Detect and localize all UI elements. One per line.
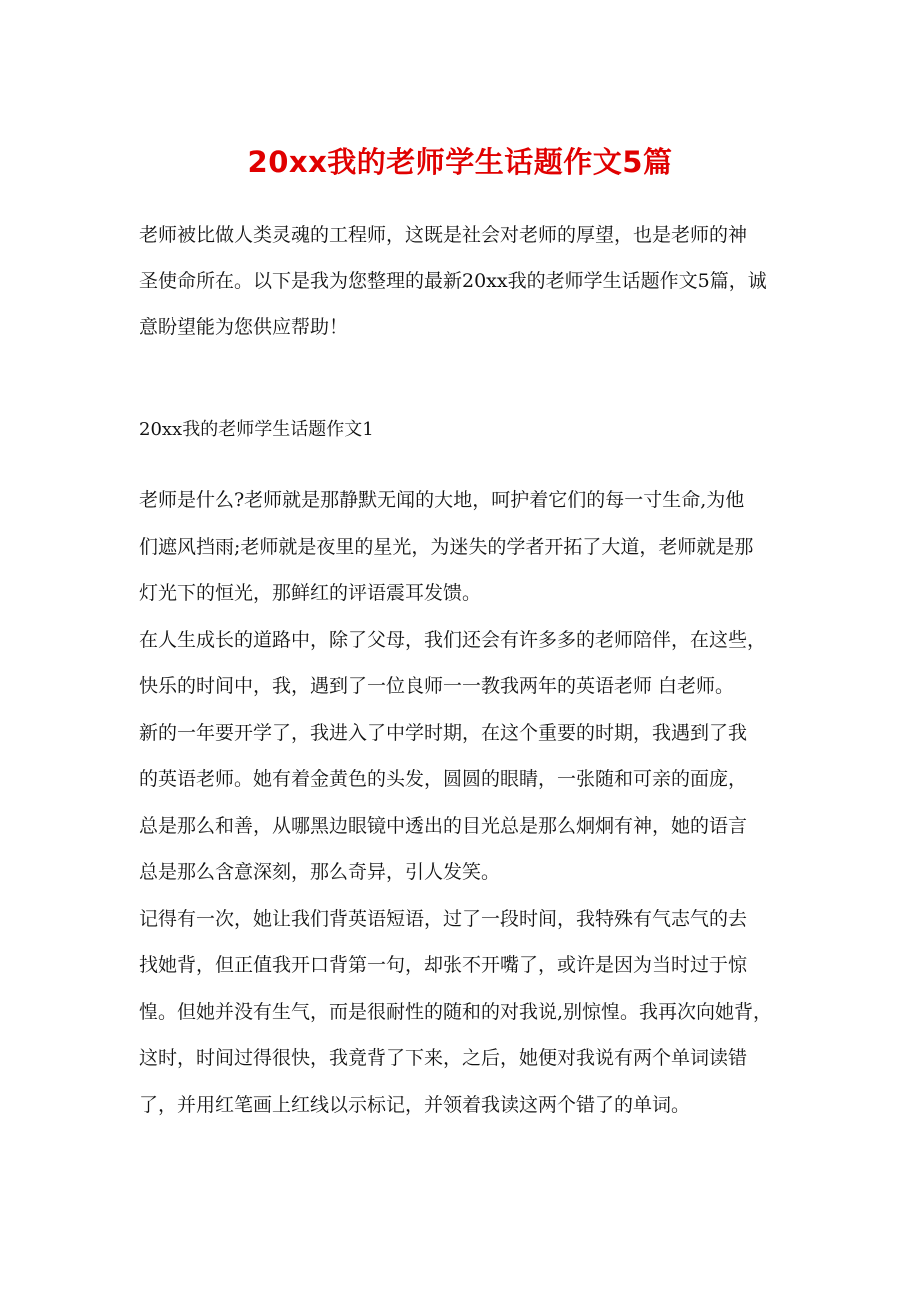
intro-paragraph — [139, 212, 789, 350]
body-line: 老师是什么?老师就是那静默无闻的大地，呵护着它们的每一寸生命,为他 — [139, 489, 745, 511]
body-line: 们遮风挡雨;老师就是夜里的星光，为迷失的学者开拓了大道，老师就是那 — [139, 535, 754, 558]
intro-line: 圣使命所在。以下是我为您整理的最新20xx我的老师学生话题作文5篇，诚 — [139, 270, 767, 292]
body-line: 这时，时间过得很快，我竟背了下来，之后，她便对我说有两个单词读错 — [139, 1047, 748, 1069]
body-line: 记得有一次，她让我们背英语短语，过了一段时间，我特殊有气志气的去 — [139, 907, 748, 930]
body-line: 在人生成长的道路中，除了父母，我们还会有许多多的老师陪伴，在这些， — [139, 628, 767, 651]
body-line: 新的一年要开学了，我进入了中学时期，在这个重要的时期，我遇到了我 — [139, 721, 748, 744]
body-line: 的英语老师。她有着金黄色的头发，圆圆的眼睛，一张随和可亲的面庞， — [139, 768, 748, 790]
body-line: 了，并用红笔画上红线以示标记，并领着我读这两个错了的单词。 — [139, 1093, 691, 1116]
body-line: 快乐的时间中，我，遇到了一位良师一一教我两年的英语老师 白老师。 — [139, 675, 735, 697]
body-line: 总是那么和善，从哪黑边眼镜中透出的目光总是那么炯炯有神，她的语言 — [139, 814, 748, 837]
body-line: 惶。但她并没有生气，而是很耐性的随和的对我说,别惊惶。我再次向她背， — [139, 1000, 773, 1023]
intro-line: 意盼望能为您供应帮助！ — [139, 316, 349, 338]
section-heading: 20xx我的老师学生话题作文1 — [139, 419, 374, 440]
document-title: 20xx我的老师学生话题作文5篇 — [247, 145, 673, 179]
body-line: 总是那么含意深刻，那么奇异，引人发笑。 — [139, 861, 501, 883]
essay-body — [139, 477, 789, 1128]
intro-line: 老师被比做人类灵魂的工程师，这既是社会对老师的厚望，也是老师的神 — [139, 224, 748, 246]
body-line: 灯光下的恒光，那鲜红的评语震耳发馈。 — [139, 582, 482, 604]
body-line: 找她背，但正值我开口背第一句，却张不开嘴了，或许是因为当时过于惊 — [139, 954, 748, 976]
